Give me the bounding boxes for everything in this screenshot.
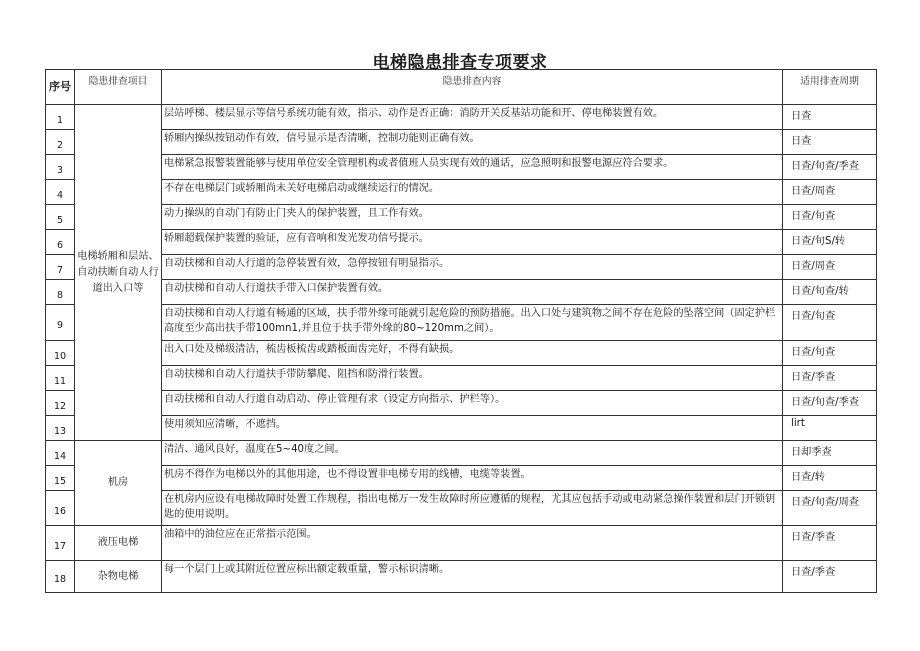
row-period: 日查/旬查/季查 — [783, 155, 877, 180]
row-number: 8 — [46, 280, 75, 305]
row-period: 日查/旬S/转 — [783, 230, 877, 255]
row-number: 6 — [46, 230, 75, 255]
row-number: 15 — [46, 466, 75, 491]
row-period: 日查 — [783, 130, 877, 155]
row-number: 14 — [46, 441, 75, 466]
row-period: 日查/旬查/季查 — [783, 391, 877, 416]
row-period: lirt — [783, 416, 877, 441]
row-number: 2 — [46, 130, 75, 155]
table-row — [46, 280, 877, 305]
row-number: 10 — [46, 341, 75, 366]
row-period: 日查/旬查 — [783, 305, 877, 341]
row-content: 自动扶梯和自动人行道扶手带防攀爬、阻挡和防滑行装置。 — [162, 366, 783, 391]
table-row — [46, 155, 877, 180]
table-row — [46, 416, 877, 441]
table-row — [46, 391, 877, 416]
group-cell-car-landing-escalator: 电梯轿厢和层站、自动扶断自动人行道出入口等 — [75, 105, 162, 441]
table-row — [46, 230, 877, 255]
row-number: 7 — [46, 255, 75, 280]
row-period: 日查/季查 — [783, 526, 877, 561]
row-number: 18 — [46, 561, 75, 593]
row-content: 动力操纵的自动门有防止门夹人的保护装置，且工作有效。 — [162, 205, 783, 230]
row-period: 日查/旬查/周查 — [783, 491, 877, 526]
hazard-inspection-table — [45, 69, 877, 593]
row-number: 12 — [46, 391, 75, 416]
table-row — [46, 205, 877, 230]
row-number: 3 — [46, 155, 75, 180]
row-period: 日却季查 — [783, 441, 877, 466]
table-row — [46, 491, 877, 526]
row-number: 13 — [46, 416, 75, 441]
row-content: 出入口处及梯级清洁，梳齿板梳齿或踏板面齿完好，不得有缺损。 — [162, 341, 783, 366]
row-content: 油箱中的油位应在正常指示范围。 — [162, 526, 783, 561]
table-row — [46, 305, 877, 341]
row-period: 日查/旬查 — [783, 341, 877, 366]
row-content: 自动扶梯和自动人行道自动启动、停止管理有求（设定方向指示、护栏等）。 — [162, 391, 783, 416]
row-number: 1 — [46, 105, 75, 130]
row-number: 11 — [46, 366, 75, 391]
row-content: 层站呼梯、楼层显示等信号系统功能有效，指示、动作是否正确：消防开关反基站功能和开、停电梯装置有效。 — [162, 105, 783, 130]
row-content: 不存在电梯层门或轿厢尚未关好电梯启动或继续运行的情况。 — [162, 180, 783, 205]
document-title: 电梯隐患排查专项要求 — [372, 53, 548, 73]
row-period: 日查 — [783, 105, 877, 130]
row-period: 日查/旬查 — [783, 205, 877, 230]
row-number: 16 — [46, 491, 75, 526]
row-content: 轿厢内操纵按钮动作有效，信号显示是否清晰，控制功能则正确有效。 — [162, 130, 783, 155]
row-period: 日查/季查 — [783, 366, 877, 391]
table-row — [46, 526, 877, 561]
row-period: 日查/周查 — [783, 255, 877, 280]
row-period: 日查/周查 — [783, 180, 877, 205]
row-content: 自动扶梯和自动人行道有畅通的区域，扶手带外缘可能就引起危险的预防措施。出入口处与建筑物之间不存在危险的坠落空间（固定护栏高度至少高出扶手带100mn1,并且位于扶手带外缘的80~120mm之间）。 — [162, 305, 783, 341]
row-content: 电梯紧急报警装置能够与使用单位安全管理机构或者值班人员实现有效的通话，应急照明和报警电源应符合要求。 — [162, 155, 783, 180]
row-period: 日查/转 — [783, 466, 877, 491]
table-row — [46, 130, 877, 155]
row-content: 自动扶梯和自动人行道的急停装置有效，急停按钮有明显指示。 — [162, 255, 783, 280]
row-number: 9 — [46, 305, 75, 341]
table-header-row — [46, 70, 877, 105]
group-cell-machine-room: 机房 — [75, 441, 162, 526]
row-period: 日查/旬查/转 — [783, 280, 877, 305]
row-content: 轿厢超载保护装置的验证，应有音响和发光发功信号提示。 — [162, 230, 783, 255]
row-content: 自动扶梯和自动人行道扶手带入口保护装置有效。 — [162, 280, 783, 305]
row-content: 机房不得作为电梯以外的其他用途，也不得设置非电梯专用的线槽，电缆等装置。 — [162, 466, 783, 491]
header-content: 隐患排查内容 — [162, 70, 783, 105]
table-row — [46, 441, 877, 466]
header-item: 隐患排查项目 — [75, 70, 162, 105]
table-row — [46, 180, 877, 205]
group-cell-dumbwaiter: 杂物电梯 — [75, 561, 162, 593]
row-period: 日查/季查 — [783, 561, 877, 593]
header-seq: 序号 — [46, 70, 75, 105]
row-content: 每一个层门上或其附近位置应标出额定载重量，警示标识清晰。 — [162, 561, 783, 593]
group-cell-hydraulic-elevator: 液压电梯 — [75, 526, 162, 561]
row-content: 清洁、通风良好，温度在5~40度之间。 — [162, 441, 783, 466]
header-period: 适用排查周期 — [783, 70, 877, 105]
table-row — [46, 366, 877, 391]
table-row — [46, 341, 877, 366]
table-row — [46, 255, 877, 280]
row-number: 17 — [46, 526, 75, 561]
row-number: 5 — [46, 205, 75, 230]
row-content: 在机房内应设有电梯故障时处置工作规程，指出电梯万一发生故障时所应遵循的规程，尤其应包括手动或电动紧急操作装置和层门开锁钥匙的使用说明。 — [162, 491, 783, 526]
row-number: 4 — [46, 180, 75, 205]
table-row — [46, 105, 877, 130]
table-row — [46, 466, 877, 491]
table-row — [46, 561, 877, 593]
row-content: 使用须知应清晰，不遮挡。 — [162, 416, 783, 441]
